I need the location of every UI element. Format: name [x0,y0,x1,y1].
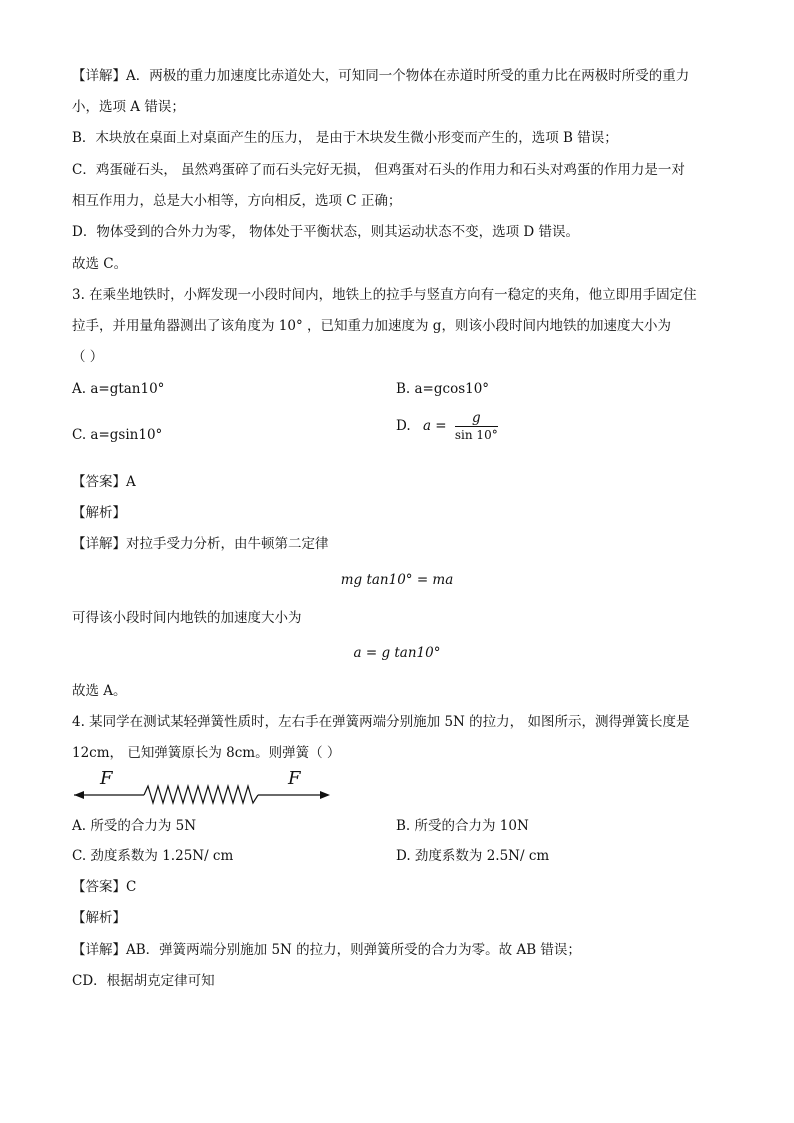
spring-diagram [72,770,334,810]
q3-option-a: A. a=gtan10° [72,381,165,397]
q4-detail-line-2: CD．根据胡克定律可知 [72,973,215,989]
q2-detail-line-4: C．鸡蛋碰石头， 虽然鸡蛋碎了而石头完好无损， 但鸡蛋对石头的作用力和石头对鸡蛋的作用力是一对 [72,162,685,178]
q3-option-d-lhs: a = [422,418,447,434]
q2-detail-line-2: 小，选项 A 错误； [72,99,185,115]
q2-detail-line-5: 相互作用力，总是大小相等，方向相反，选项 C 正确； [72,193,402,209]
q3-stem-blank: （ ） [72,349,104,365]
q3-answer: 【答案】A [72,474,136,490]
q3-option-d-numerator: g [455,410,498,427]
q4-option-a: A. 所受的合力为 5N [72,818,197,834]
left-arrowhead [74,791,84,799]
q3-option-d-fraction [455,410,498,443]
q4-detail-line-1: 【详解】AB．弹簧两端分别施加 5N 的拉力，则弹簧所受的合力为零。故 AB 错误； [72,942,581,958]
q4-stem-line-1: 4. 某同学在测试某轻弹簧性质时，左右手在弹簧两端分别施加 5N 的拉力， 如图所示，测得弹簧长度是 [72,714,690,730]
q3-option-b: B. a=gcos10° [396,381,490,397]
q3-derivation: 可得该小段时间内地铁的加速度大小为 [72,610,302,626]
q4-option-b: B. 所受的合力为 10N [396,818,529,834]
q2-detail-line-1: 【详解】A．两极的重力加速度比赤道处大，可知同一个物体在赤道时所受的重力比在两极时所受的重力 [72,68,690,84]
q2-detail-line-6: D．物体受到的合外力为零， 物体处于平衡状态，则其运动状态不变，选项 D 错误。 [72,224,580,240]
spring-coil [144,786,258,803]
q3-stem-line-2: 拉手，并用量角器测出了该角度为 10° ，已知重力加速度为 g，则该小段时间内地铁的加速度大小为 [72,318,671,334]
q3-detail: 【详解】对拉手受力分析，由牛顿第二定律 [72,536,329,552]
q3-conclusion: 故选 A。 [72,683,127,699]
q4-analysis-heading: 【解析】 [72,910,126,926]
q3-option-c: C. a=gsin10° [72,427,163,443]
right-arrowhead [320,791,330,799]
q2-detail-line-3: B．木块放在桌面上对桌面产生的压力， 是由于木块发生微小形变而产生的，选项 B 错误； [72,130,618,146]
q3-stem-line-1: 3. 在乘坐地铁时，小辉发现一小段时间内，地铁上的拉手与竖直方向有一稳定的夹角，他立即用手固定住 [72,287,697,303]
q3-equation-2: a = g tan10° [353,645,441,661]
q3-equation-1: mg tan10° = ma [340,572,454,588]
q3-analysis-heading: 【解析】 [72,505,126,521]
q4-answer: 【答案】C [72,879,137,895]
q3-option-d [396,410,498,443]
left-force-label: F [100,770,113,789]
q4-option-c: C. 劲度系数为 1.25N/ cm [72,848,234,864]
q3-option-d-denominator: sin 10° [454,428,498,442]
q4-stem-line-2: 12cm， 已知弹簧原长为 8cm。则弹簧（ ） [72,745,341,761]
right-force-label: F [288,770,301,789]
q2-conclusion: 故选 C。 [72,256,128,272]
q4-option-d: D. 劲度系数为 2.5N/ cm [396,848,550,864]
q3-option-d-label: D. [396,418,411,434]
